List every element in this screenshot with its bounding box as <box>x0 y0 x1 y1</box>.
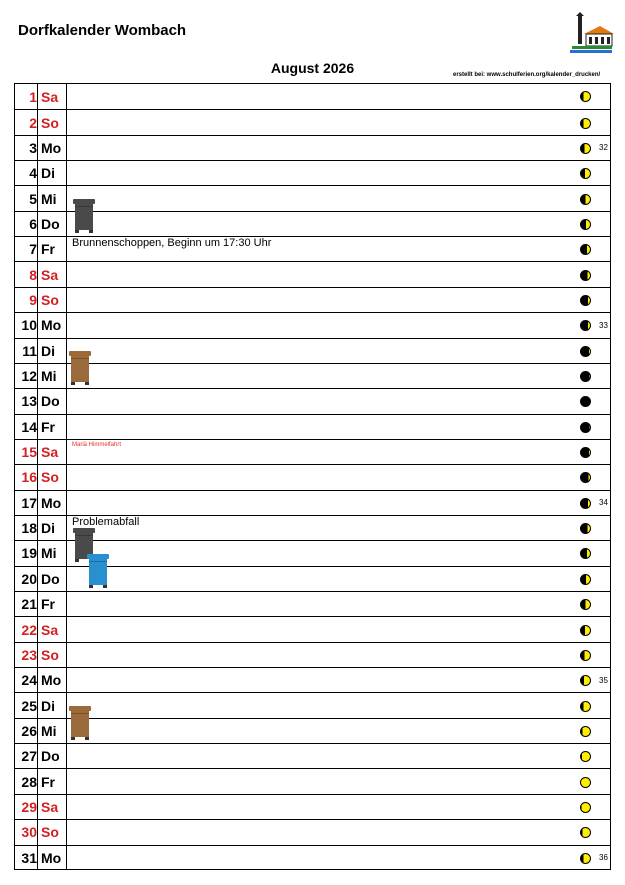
day-number: 26 <box>21 722 37 739</box>
month-title: August 2026 <box>270 60 355 76</box>
event-text: Brunnenschoppen, Beginn um 17:30 Uhr <box>72 237 272 250</box>
day-number: 7 <box>29 241 37 258</box>
day-number: 31 <box>21 849 37 866</box>
day-number: 10 <box>21 317 37 334</box>
weekday-label: So <box>41 646 59 663</box>
day-number: 13 <box>21 393 37 410</box>
day-number: 18 <box>21 520 37 537</box>
day-row-24 <box>15 667 610 692</box>
day-row-4 <box>15 160 610 185</box>
day-row-15 <box>15 439 610 464</box>
day-row-14 <box>15 414 610 439</box>
day-number: 6 <box>29 215 37 232</box>
weekday-label: Do <box>41 570 60 587</box>
day-row-26 <box>15 718 610 743</box>
moon-phase-icon <box>580 827 591 838</box>
moon-phase-icon <box>580 320 591 331</box>
weekday-label: Do <box>41 393 60 410</box>
moon-phase-icon <box>580 143 591 154</box>
moon-phase-icon <box>580 422 591 433</box>
day-row-27 <box>15 743 610 768</box>
weekday-label: Do <box>41 748 60 765</box>
week-number: 32 <box>599 143 608 153</box>
day-row-16 <box>15 464 610 489</box>
day-number: 22 <box>21 621 37 638</box>
moon-phase-icon <box>580 270 591 281</box>
moon-phase-icon <box>580 118 591 129</box>
moon-phase-icon <box>580 244 591 255</box>
day-number: 23 <box>21 646 37 663</box>
day-row-1 <box>15 84 610 109</box>
weekday-label: So <box>41 824 59 841</box>
moon-phase-icon <box>580 802 591 813</box>
weekday-label: Mo <box>41 317 62 334</box>
day-number: 8 <box>29 266 37 283</box>
moon-phase-icon <box>580 853 591 864</box>
weekday-label: Di <box>41 165 55 182</box>
day-number: 29 <box>21 798 37 815</box>
moon-phase-icon <box>580 625 591 636</box>
day-number: 19 <box>21 545 37 562</box>
day-row-11 <box>15 338 610 363</box>
day-row-3 <box>15 135 610 160</box>
event-text: Problemabfall <box>72 515 140 528</box>
day-number: 12 <box>21 368 37 385</box>
weekday-label: Mo <box>41 139 62 156</box>
moon-phase-icon <box>580 168 591 179</box>
grey-waste-bin-icon <box>72 199 96 238</box>
moon-phase-icon <box>580 523 591 534</box>
day-number: 14 <box>21 418 37 435</box>
calendar-grid <box>14 83 611 870</box>
moon-phase-icon <box>580 447 591 458</box>
brown-waste-bin-icon <box>68 706 92 745</box>
day-number: 25 <box>21 697 37 714</box>
day-row-5 <box>15 185 610 210</box>
day-row-2 <box>15 109 610 134</box>
day-number: 27 <box>21 748 37 765</box>
day-number: 21 <box>21 596 37 613</box>
day-number: 15 <box>21 444 37 461</box>
moon-phase-icon <box>580 726 591 737</box>
weekday-label: Di <box>41 697 55 714</box>
day-number: 9 <box>29 291 37 308</box>
day-number: 2 <box>29 114 37 131</box>
moon-phase-icon <box>580 701 591 712</box>
day-row-31 <box>15 845 610 870</box>
weekday-label: Mo <box>41 672 62 689</box>
moon-phase-icon <box>580 574 591 585</box>
weekday-label: Fr <box>41 418 55 435</box>
weekday-label: Di <box>41 520 55 537</box>
brown-waste-bin-icon <box>68 351 92 390</box>
day-row-13 <box>15 388 610 413</box>
moon-phase-icon <box>580 219 591 230</box>
day-number: 4 <box>29 165 37 182</box>
moon-phase-icon <box>580 371 591 382</box>
day-number: 16 <box>21 469 37 486</box>
day-row-9 <box>15 287 610 312</box>
day-row-30 <box>15 819 610 844</box>
moon-phase-icon <box>580 295 591 306</box>
day-row-28 <box>15 768 610 793</box>
day-row-7 <box>15 236 610 261</box>
weekday-label: Di <box>41 342 55 359</box>
day-row-8 <box>15 261 610 286</box>
calendar-title: Dorfkalender Wombach <box>18 22 187 39</box>
day-row-17 <box>15 490 610 515</box>
day-row-29 <box>15 794 610 819</box>
moon-phase-icon <box>580 91 591 102</box>
day-row-6 <box>15 211 610 236</box>
day-row-23 <box>15 642 610 667</box>
weekday-label: So <box>41 114 59 131</box>
weekday-label: Mi <box>41 368 57 385</box>
weekday-label: So <box>41 291 59 308</box>
day-number: 20 <box>21 570 37 587</box>
day-row-10 <box>15 312 610 337</box>
day-number: 30 <box>21 824 37 841</box>
weekday-label: Sa <box>41 444 59 461</box>
weekday-label: Mi <box>41 190 57 207</box>
weekday-label: Fr <box>41 241 55 258</box>
weekday-label: Sa <box>41 621 59 638</box>
moon-phase-icon <box>580 599 591 610</box>
weekday-label: Mo <box>41 494 62 511</box>
village-church-logo <box>566 12 614 54</box>
day-number: 11 <box>22 342 37 359</box>
day-number: 17 <box>21 494 37 511</box>
day-number: 1 <box>29 88 37 105</box>
moon-phase-icon <box>580 498 591 509</box>
weekday-label: Fr <box>41 596 55 613</box>
week-number: 34 <box>599 498 608 508</box>
week-number: 35 <box>599 675 608 685</box>
day-number: 24 <box>21 672 37 689</box>
moon-phase-icon <box>580 194 591 205</box>
day-row-22 <box>15 616 610 641</box>
moon-phase-icon <box>580 751 591 762</box>
weekday-label: Mi <box>41 545 57 562</box>
day-row-18 <box>15 515 610 540</box>
weekday-label: Do <box>41 215 60 232</box>
weekday-label: Mo <box>41 849 62 866</box>
holiday-text: Mariä Himmelfahrt <box>72 441 122 448</box>
moon-phase-icon <box>580 650 591 661</box>
day-row-21 <box>15 591 610 616</box>
weekday-label: Mi <box>41 722 57 739</box>
day-number: 5 <box>29 190 37 207</box>
weekday-label: Sa <box>41 88 59 105</box>
moon-phase-icon <box>580 675 591 686</box>
week-number: 36 <box>599 853 608 863</box>
day-row-25 <box>15 692 610 717</box>
moon-phase-icon <box>580 777 591 788</box>
weekday-label: Sa <box>41 798 59 815</box>
moon-phase-icon <box>580 548 591 559</box>
moon-phase-icon <box>580 472 591 483</box>
credit-text: erstellt bei: www.schulferien.org/kalender_drucken/ <box>453 72 601 78</box>
day-number: 28 <box>21 773 37 790</box>
blue-waste-bin-icon <box>86 554 110 593</box>
moon-phase-icon <box>580 346 591 357</box>
day-number: 3 <box>29 139 37 156</box>
moon-phase-icon <box>580 396 591 407</box>
weekday-label: Sa <box>41 266 59 283</box>
weekday-label: Fr <box>41 773 55 790</box>
weekday-label: So <box>41 469 59 486</box>
day-row-12 <box>15 363 610 388</box>
week-number: 33 <box>599 320 608 330</box>
